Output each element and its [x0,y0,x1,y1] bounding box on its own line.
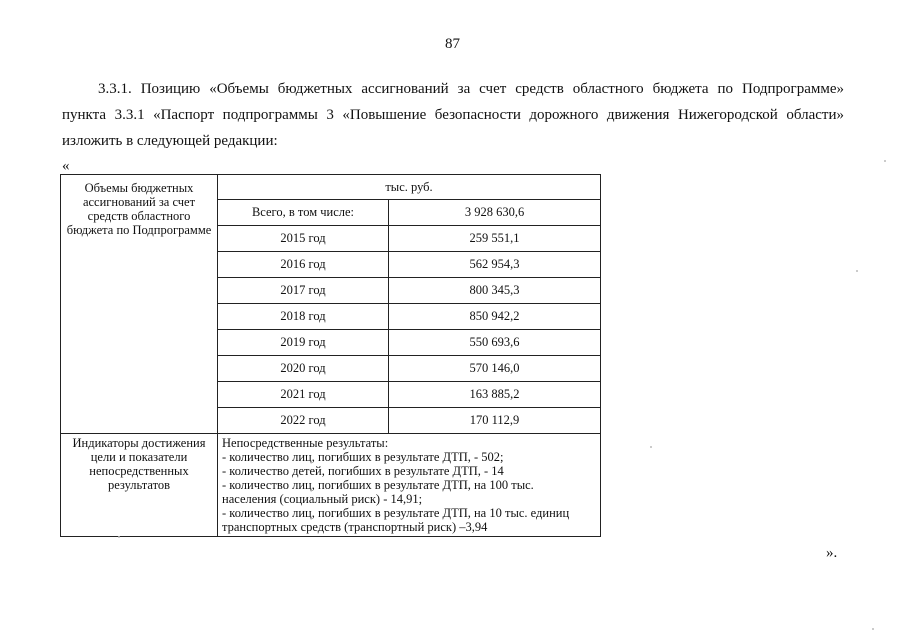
scan-speck [856,270,858,272]
intro-line-1: 3.3.1. Позицию «Объемы бюджетных ассигнований за счет средств областного бюджета по Подпрограмме» [98,81,844,97]
row-value: 3 928 630,6 [389,200,601,226]
row-value: 163 885,2 [389,382,601,408]
row-value: 570 146,0 [389,356,601,382]
indicator-line: транспортных средств (транспортный риск) –3,94 [222,520,488,534]
indicator-line: - количество лиц, погибших в результате ДТП, на 10 тыс. единиц [222,506,570,520]
intro-paragraph [62,76,844,154]
unit-cell: тыс. руб. [218,175,601,200]
scan-speck [118,536,120,538]
row-value: 562 954,3 [389,252,601,278]
row-value: 800 345,3 [389,278,601,304]
close-quote: ». [826,545,838,561]
scan-speck [650,446,652,448]
row-label: 2017 год [218,278,389,304]
row-label: Всего, в том числе: [218,200,389,226]
row-label: 2016 год [218,252,389,278]
row-value: 550 693,6 [389,330,601,356]
scan-speck [872,628,874,630]
row-label: 2015 год [218,226,389,252]
row-label: 2022 год [218,408,389,434]
indicators-label-cell: Индикаторы достижения цели и показатели непосредственных результатов [61,434,218,537]
indicator-line: - количество лиц, погибших в результате ДТП, на 100 тыс. [222,478,534,492]
row-label: 2021 год [218,382,389,408]
indicator-line: населения (социальный риск) - 14,91; [222,492,423,506]
passport-table [60,174,601,537]
indicator-line: - количество детей, погибших в результате ДТП, - 14 [222,464,504,478]
row-value: 259 551,1 [389,226,601,252]
intro-line-2: пункта 3.3.1 «Паспорт подпрограммы 3 «Повышение безопасности дорожного движения Нижегородской области» [62,107,844,123]
row-label: 2019 год [218,330,389,356]
scan-speck [884,160,886,162]
row-label: 2020 год [218,356,389,382]
row-label: 2018 год [218,304,389,330]
intro-line-3: изложить в следующей редакции: [62,133,278,149]
indicator-line: - количество лиц, погибших в результате ДТП, - 502; [222,450,504,464]
page-number: 87 [445,36,460,52]
open-quote: « [62,158,70,174]
row-value: 850 942,2 [389,304,601,330]
budget-label-cell: Объемы бюджетных ассигнований за счет средств областного бюджета по Подпрограмме [61,175,218,434]
row-value: 170 112,9 [389,408,601,434]
indicators-cell [218,434,601,537]
indicator-line: Непосредственные результаты: [222,436,389,450]
